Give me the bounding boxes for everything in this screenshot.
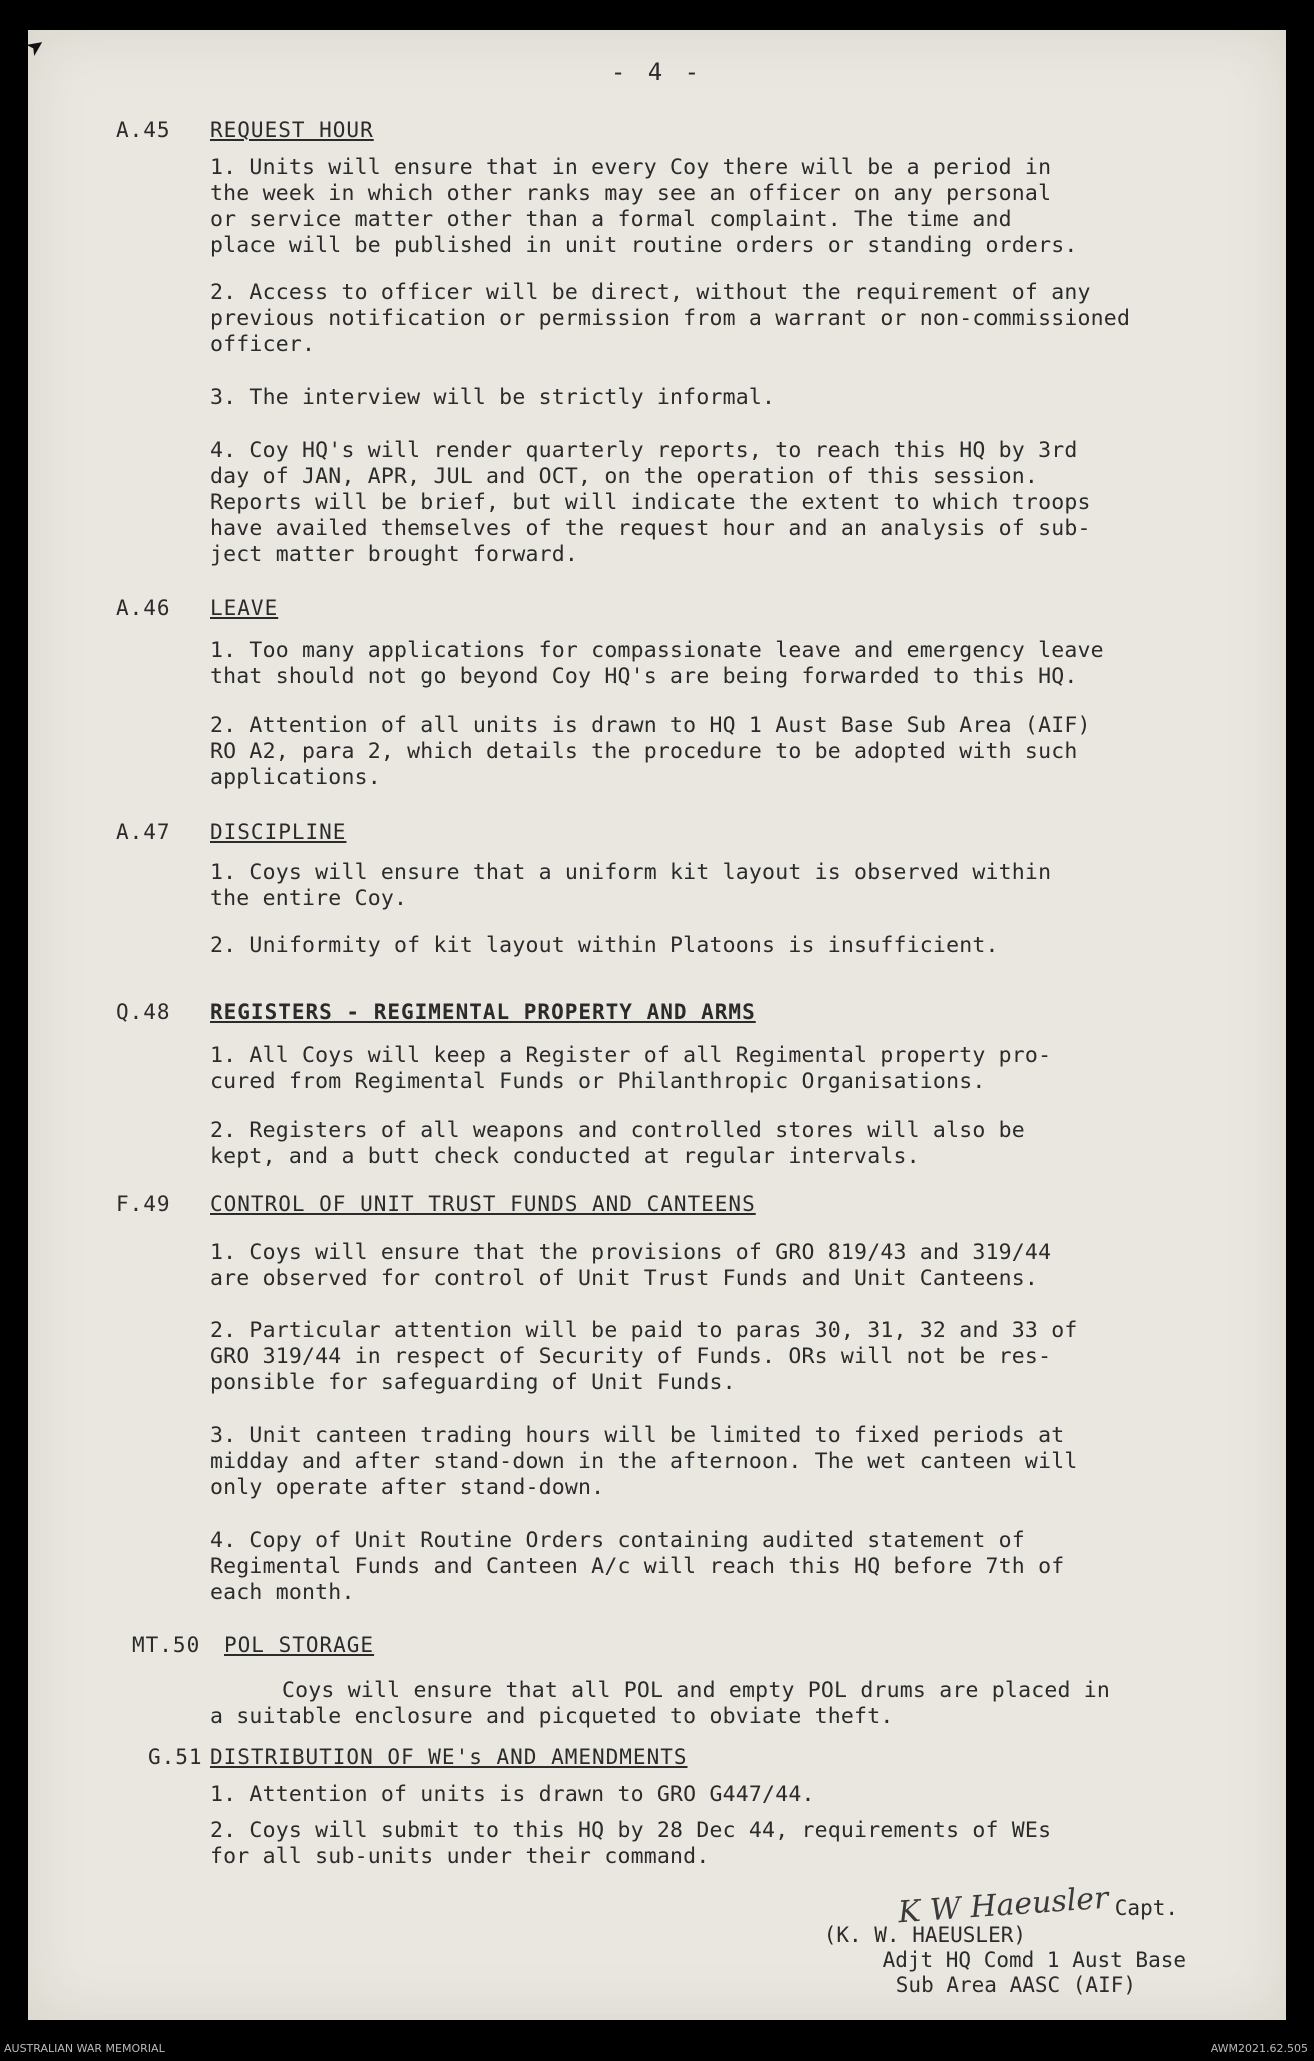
section-code: Q.48 <box>116 1000 171 1024</box>
section-title: POL STORAGE <box>224 1633 375 1657</box>
section-title: LEAVE <box>210 596 279 620</box>
paragraph: 3. Unit canteen trading hours will be limited to fixed periods at midday and after stand-down in the afternoon. The wet canteen will only operate after stand-down. <box>210 1423 1078 1500</box>
signature-name: (K. W. HAEUSLER) <box>823 1923 1026 1947</box>
paragraph: 2. Registers of all weapons and controlled stores will also be kept, and a butt check conducted at regular intervals. <box>210 1118 1025 1169</box>
section-title: DISCIPLINE <box>210 820 347 844</box>
signature-appointment: Adjt HQ Comd 1 Aust Base <box>882 1948 1186 1972</box>
section-title: CONTROL OF UNIT TRUST FUNDS AND CANTEENS <box>210 1192 756 1216</box>
paragraph: 2. Particular attention will be paid to paras 30, 31, 32 and 33 of GRO 319/44 in respect of Security of Funds. ORs will not be res- ponsible for safeguarding of Unit Funds. <box>210 1318 1078 1395</box>
section-code: F.49 <box>116 1192 171 1216</box>
signature-unit: Sub Area AASC (AIF) <box>895 1973 1136 1997</box>
document-page <box>19 27 1286 2020</box>
page-number: - 4 - <box>610 58 704 86</box>
paragraph: 1. Too many applications for compassionate leave and emergency leave that should not go beyond Coy HQ's are being forwarded to this HQ. <box>210 638 1104 689</box>
footer-archive-name: AUSTRALIAN WAR MEMORIAL <box>4 2042 165 2055</box>
paragraph: 3. The interview will be strictly informal. <box>210 385 776 410</box>
handwritten-signature: K W Haeusler <box>897 1880 1110 1931</box>
paragraph: 1. All Coys will keep a Register of all Regimental property pro- cured from Regimental Funds or Philanthropic Organisations. <box>210 1043 1052 1094</box>
paragraph: 2. Coys will submit to this HQ by 28 Dec 44, requirements of WEs for all sub-units under their command. <box>210 1818 1052 1869</box>
section-title: REQUEST HOUR <box>210 118 374 142</box>
paragraph: 1. Coys will ensure that the provisions of GRO 819/43 and 319/44 are observed for control of Unit Trust Funds and Unit Canteens. <box>210 1240 1052 1291</box>
section-code: A.46 <box>116 596 171 620</box>
paragraph: 4. Copy of Unit Routine Orders containing audited statement of Regimental Funds and Canteen A/c will reach this HQ before 7th of each month. <box>210 1528 1065 1605</box>
paragraph: 4. Coy HQ's will render quarterly reports, to reach this HQ by 3rd day of JAN, APR, JUL and OCT, on the operation of this session. Reports will be brief, but will indicate the extent to which troops have availed themselves of the request hour and an analysis of sub- ject matter brought forward. <box>210 438 1091 567</box>
signature-rank: Capt. <box>1114 1896 1178 1920</box>
footer-reference: AWM2021.62.505 <box>1210 2042 1308 2055</box>
paragraph: Coys will ensure that all POL and empty POL drums are placed in a suitable enclosure and picqueted to obviate theft. <box>210 1678 1111 1729</box>
section-title: DISTRIBUTION OF WE's AND AMENDMENTS <box>210 1745 688 1769</box>
section-title: REGISTERS - REGIMENTAL PROPERTY AND ARMS <box>210 1000 756 1024</box>
section-code: G.51 <box>148 1745 203 1769</box>
paragraph: 1. Coys will ensure that a uniform kit layout is observed within the entire Coy. <box>210 860 1052 911</box>
paragraph: 2. Access to officer will be direct, without the requirement of any previous notification or permission from a warrant or non-commissioned officer. <box>210 280 1131 357</box>
section-code: A.45 <box>116 118 171 142</box>
paragraph: 1. Attention of units is drawn to GRO G447/44. <box>210 1782 815 1807</box>
section-code: A.47 <box>116 820 171 844</box>
paragraph: 2. Attention of all units is drawn to HQ 1 Aust Base Sub Area (AIF) RO A2, para 2, which details the procedure to be adopted with such applications. <box>210 713 1091 790</box>
paragraph: 2. Uniformity of kit layout within Platoons is insufficient. <box>210 933 999 958</box>
paragraph: 1. Units will ensure that in every Coy there will be a period in the week in which other ranks may see an officer on any personal or service matter other than a formal complaint. The time and place will be published in unit routine orders or standing orders. <box>210 155 1078 258</box>
arrow-mark-icon: ➤ <box>19 27 55 68</box>
section-code: MT.50 <box>132 1633 201 1657</box>
